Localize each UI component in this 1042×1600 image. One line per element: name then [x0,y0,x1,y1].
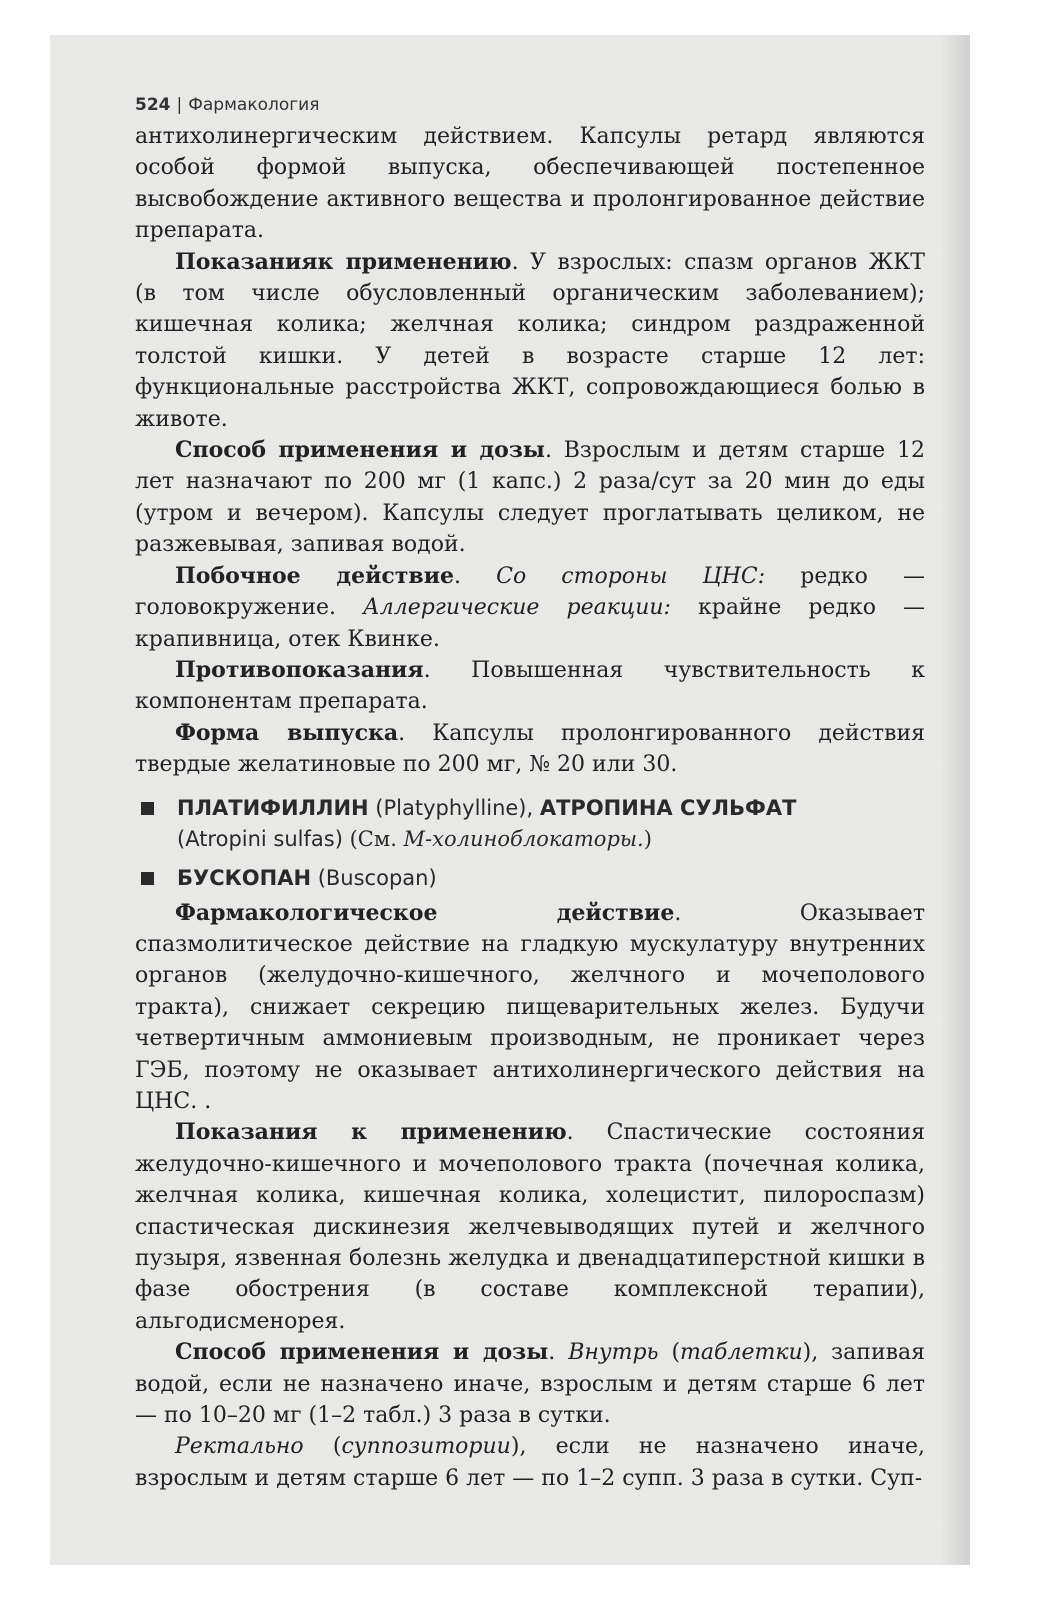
paragraph-indications [135,247,925,435]
paragraph-pharmacological-action [135,898,925,1118]
text-run: ( [658,1340,681,1366]
section-label: Показания к применению [175,1119,567,1146]
text-run: ), если не назначено иначе, взрослым и детям старше 6 лет — по 1–2 супп. 3 раза в сутки. Суп- [135,1434,926,1491]
paragraph-rectal [135,1431,925,1494]
italic-term: Внутрь [568,1340,659,1366]
section-label: Показанияк применению [175,248,512,275]
paragraph-text: . Спастические состояния желудочно-кишечного и мочеполового тракта (почечная колика, желчная колика, кишечная колика, холецистит, пилороспазм) спастическая дискинезия желчевыводящих путей и желчного пузыря, язвенная болезнь желудка и двенадцатиперстной кишки в фазе обострения (в составе комплексной терапии), альгодисменорея. [135,1120,925,1334]
paragraph-release-form [135,718,925,781]
page-edge-shadow [940,35,970,1565]
text-run: крайне редко — крапивница, отек Квинке. [135,595,925,652]
text-run: . [454,563,497,589]
section-label: Побочное действие [175,562,455,589]
paragraph-text: . Капсулы пролонгированного действия твердые желатиновые по 200 мг, № 20 или 30. [135,720,925,778]
text-run: ( [303,1434,342,1460]
paragraph-text: . Повышенная чувствительность к компонентам препарата. [135,657,925,715]
paragraph-text: . Взрослым и детям старше 12 лет назначают по 200 мг (1 капс.) 2 раза/сут за 20 мин до еды (утром и вечером). Капсулы следует проглатывать целиком, не разжевывая, запивая водой. [135,438,926,558]
paragraph-dosage [135,435,925,561]
section-label: Способ применения и дозы [175,1339,549,1366]
paragraph-text: . У взрослых: спазм органов ЖКТ (в том числе обусловленный органическим заболеванием); кишечная колика; желчная колика; синдром раздраженной толстой кишки. У детей в возрасте старше 12 лет: функциональные расстройства ЖКТ, сопровождающиеся болью в животе. [135,249,925,432]
drug-latin: (Buscopan) [311,865,437,890]
page-number: 524 [135,95,171,115]
section-label: Форма выпуска [175,719,399,746]
running-header [135,95,925,115]
section-label: Фармакологическое действие [175,899,675,926]
italic-term: Со стороны ЦНС: [496,563,766,589]
drug-name: АТРОПИНА СУЛЬФАТ [539,795,797,820]
text-run: редко — головокружение. [135,563,925,621]
text-run: . [548,1340,569,1366]
italic-term: суппозитории [341,1434,511,1460]
drug-heading-platyphylline [135,793,925,855]
drug-latin: (Platyphylline), [368,795,540,820]
text-run: ), запивая водой, если не назначено иначе, взрослым и детям старше 6 лет — по 10–20 мг (1–2 табл.) 3 раза в сутки. [135,1340,925,1429]
italic-term: Ректально [175,1434,304,1460]
paragraph-side-effects [135,561,925,655]
page-content [135,95,925,1494]
text-run: (См. [342,826,404,851]
header-title: Фармакология [188,95,320,115]
drug-name: БУСКОПАН [177,865,312,890]
paragraph-indications-buscopan [135,1117,925,1337]
drug-name: ПЛАТИФИЛЛИН [177,795,369,820]
paragraph-contraindications [135,655,925,718]
text-run: ) [643,826,652,851]
italic-term: таблетки [680,1340,803,1366]
italic-term: Аллергические реакции: [363,595,671,621]
italic-term: М-холиноблокаторы. [403,826,644,851]
cross-reference [343,827,652,851]
paragraph-dosage-buscopan [135,1337,925,1431]
drug-latin: (Atropini sulfas) [177,826,343,851]
paragraph-text: . Оказывает спазмолитическое действие на гладкую мускулатуру внутренних органов (желудочно-кишечного, желчного и мочеполового тракта), снижает секрецию пищеварительных желез. Будучи четвертичным аммониевым производным, не проникает через ГЭБ, поэтому не оказывает антихолинергического действия на ЦНС. . [135,900,925,1114]
section-label: Противопоказания [175,656,424,683]
section-label: Способ применения и дозы [175,437,545,464]
paragraph-continuation: антихолинергическим действием. Капсулы ретард являются особой формой выпуска, обеспечивающей постепенное высвобождение активного вещества и пролонгированное действие препарата. [135,124,925,244]
header-separator: | [176,95,183,115]
square-bullet-icon [141,872,154,885]
square-bullet-icon [141,802,154,815]
drug-heading-buscopan [135,863,925,894]
